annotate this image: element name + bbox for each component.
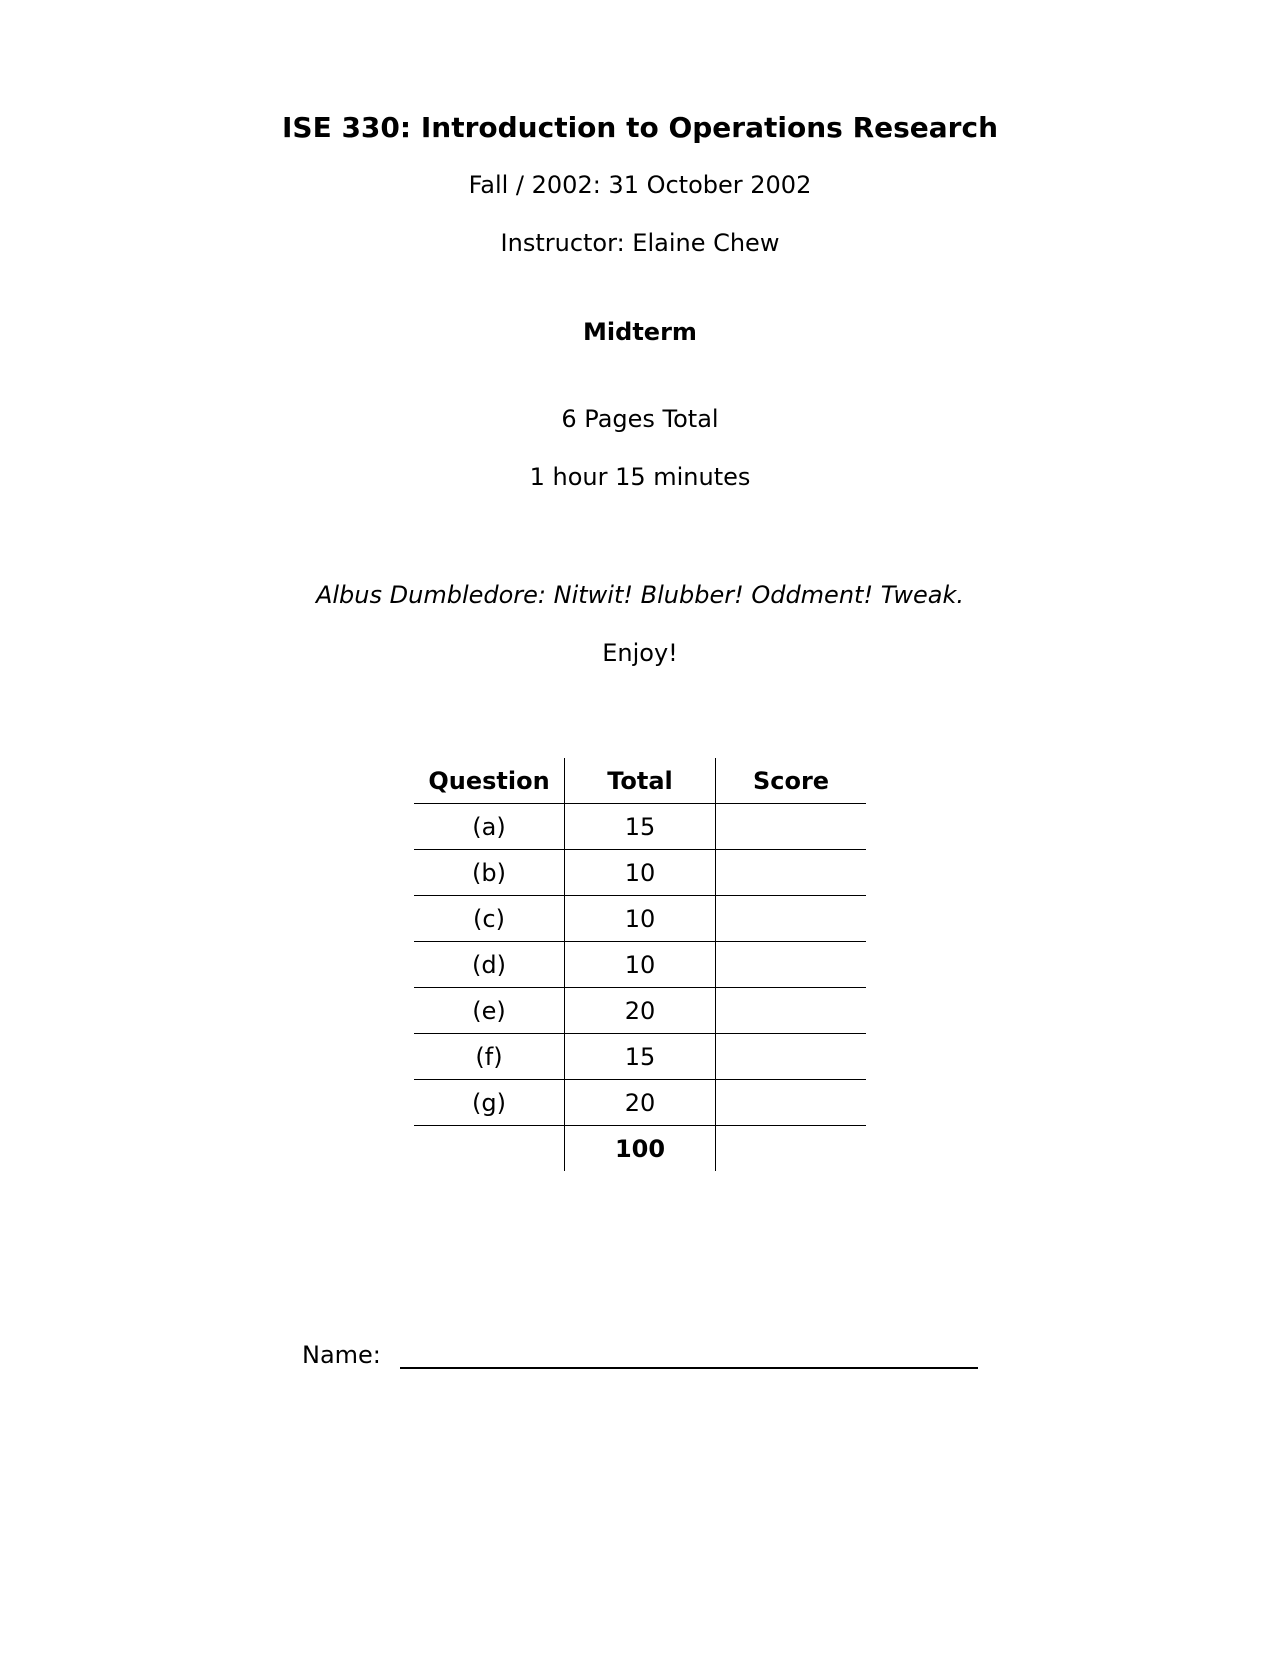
table-row <box>414 1034 866 1080</box>
exam-title: ISE 330: Introduction to Operations Research <box>281 111 999 144</box>
question-total: 15 <box>565 1034 716 1080</box>
name-fill-line <box>400 1367 978 1369</box>
score-table <box>414 758 866 1171</box>
exam-type-heading: Midterm <box>583 318 697 346</box>
grand-total-score-cell <box>716 1126 867 1172</box>
name-label: Name: <box>302 1341 381 1369</box>
page-count: 6 Pages Total <box>561 405 719 433</box>
question-score-cell <box>716 1080 867 1126</box>
question-score-cell <box>716 896 867 942</box>
enjoy-text: Enjoy! <box>602 639 678 667</box>
header-question: Question <box>414 758 565 804</box>
question-label: (d) <box>414 942 565 988</box>
question-score-cell <box>716 942 867 988</box>
table-header-row <box>414 758 866 804</box>
question-total: 10 <box>565 850 716 896</box>
question-total: 20 <box>565 1080 716 1126</box>
header-total: Total <box>565 758 716 804</box>
question-label: (f) <box>414 1034 565 1080</box>
question-total: 20 <box>565 988 716 1034</box>
question-total: 10 <box>565 942 716 988</box>
table-total-row <box>414 1126 866 1172</box>
question-label: (e) <box>414 988 565 1034</box>
question-label: (b) <box>414 850 565 896</box>
table-row <box>414 988 866 1034</box>
question-total: 15 <box>565 804 716 850</box>
instructor: Instructor: Elaine Chew <box>500 229 780 257</box>
table-row <box>414 1080 866 1126</box>
quote: Albus Dumbledore: Nitwit! Blubber! Oddment! Tweak. <box>315 581 965 609</box>
question-label: (c) <box>414 896 565 942</box>
question-score-cell <box>716 988 867 1034</box>
term-date: Fall / 2002: 31 October 2002 <box>468 171 812 199</box>
header-score: Score <box>716 758 867 804</box>
question-label: (g) <box>414 1080 565 1126</box>
table-row <box>414 850 866 896</box>
grand-total: 100 <box>565 1126 716 1172</box>
question-score-cell <box>716 804 867 850</box>
question-score-cell <box>716 850 867 896</box>
exam-duration: 1 hour 15 minutes <box>529 463 751 491</box>
table-row <box>414 804 866 850</box>
question-score-cell <box>716 1034 867 1080</box>
total-row-blank <box>414 1126 565 1172</box>
table-row <box>414 942 866 988</box>
question-total: 10 <box>565 896 716 942</box>
table-row <box>414 896 866 942</box>
question-label: (a) <box>414 804 565 850</box>
